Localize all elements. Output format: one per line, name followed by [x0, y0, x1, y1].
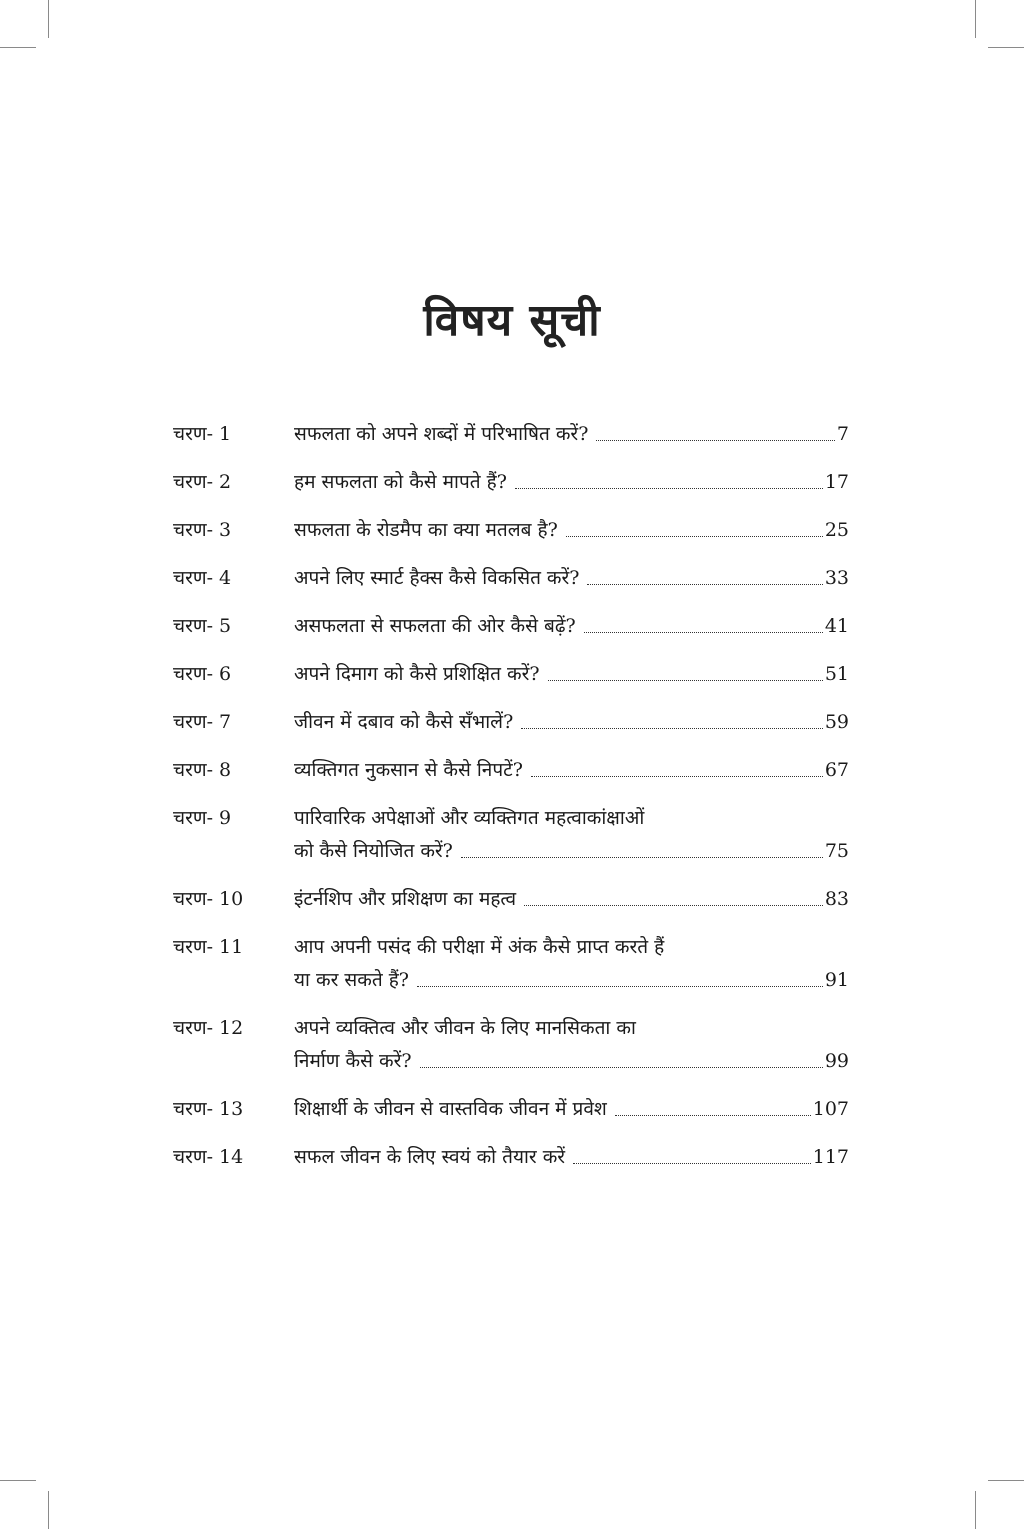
toc-chapter-label: चरण- 8: [173, 759, 232, 781]
toc-entry-title: अपने व्यक्तित्व और जीवन के लिए मानसिकता का: [294, 1017, 636, 1039]
toc-page-number: 75: [824, 840, 849, 862]
toc-page-number: 17: [824, 471, 849, 493]
crop-mark-bottom-left-h: [0, 1480, 36, 1481]
toc-entry[interactable]: [173, 933, 849, 995]
dot-leader: [573, 1162, 811, 1164]
toc-page-number: 59: [824, 711, 849, 733]
toc-entry[interactable]: [173, 660, 849, 689]
dot-leader: [420, 1066, 823, 1068]
crop-mark-bottom-right-h: [988, 1480, 1024, 1481]
dot-leader: [461, 856, 823, 858]
toc-chapter-label: चरण- 1: [173, 423, 232, 445]
toc-entry[interactable]: [173, 612, 849, 641]
toc-chapter-label: चरण- 6: [173, 663, 232, 685]
table-of-contents: [173, 420, 849, 1191]
toc-entry[interactable]: [173, 564, 849, 593]
toc-page-number: 107: [812, 1098, 849, 1120]
toc-entry[interactable]: [173, 420, 849, 449]
toc-chapter-label: चरण- 4: [173, 567, 232, 589]
toc-entry-title: अपने दिमाग को कैसे प्रशिक्षित करें?: [294, 663, 540, 685]
toc-page-number: 51: [824, 663, 849, 685]
dot-leader: [531, 775, 823, 777]
toc-entry-title: सफल जीवन के लिए स्वयं को तैयार करें: [294, 1146, 566, 1168]
toc-entry[interactable]: [173, 1143, 849, 1172]
dot-leader: [584, 631, 823, 633]
toc-page-number: 67: [824, 759, 849, 781]
toc-chapter-label: चरण- 5: [173, 615, 232, 637]
toc-page-number: 33: [824, 567, 849, 589]
toc-entry[interactable]: [173, 756, 849, 785]
toc-page-number: 117: [812, 1146, 849, 1168]
dot-leader: [524, 904, 823, 906]
toc-entry[interactable]: [173, 1014, 849, 1076]
toc-entry-title-continued: या कर सकते हैं?: [294, 969, 409, 991]
toc-chapter-label: चरण- 3: [173, 519, 232, 541]
toc-entry-title: हम सफलता को कैसे मापते हैं?: [294, 471, 507, 493]
toc-chapter-label: चरण- 7: [173, 711, 232, 733]
toc-entry-title: पारिवारिक अपेक्षाओं और व्यक्तिगत महत्वाकांक्षाओं: [294, 807, 645, 829]
dot-leader: [548, 679, 823, 681]
dot-leader: [417, 985, 823, 987]
toc-page-number: 25: [824, 519, 849, 541]
dot-leader: [587, 583, 822, 585]
toc-entry-title: इंटर्नशिप और प्रशिक्षण का महत्व: [294, 888, 517, 910]
crop-mark-top-right-h: [988, 47, 1024, 48]
page-title: विषय सूची: [423, 295, 601, 346]
dot-leader: [521, 727, 823, 729]
toc-chapter-label: चरण- 14: [173, 1146, 244, 1168]
toc-entry-title: सफलता को अपने शब्दों में परिभाषित करें?: [294, 423, 589, 445]
dot-leader: [515, 487, 823, 489]
toc-page-number: 7: [836, 423, 849, 445]
toc-entry[interactable]: [173, 708, 849, 737]
dot-leader: [596, 439, 835, 441]
toc-entry-title-continued: को कैसे नियोजित करें?: [294, 840, 453, 862]
toc-entry[interactable]: [173, 468, 849, 497]
toc-entry-title: आप अपनी पसंद की परीक्षा में अंक कैसे प्राप्त करते हैं: [294, 936, 665, 958]
dot-leader: [566, 535, 823, 537]
toc-chapter-label: चरण- 12: [173, 1017, 244, 1039]
toc-entry-title: जीवन में दबाव को कैसे सँभालें?: [294, 711, 514, 733]
toc-entry-title: अपने लिए स्मार्ट हैक्स कैसे विकसित करें?: [294, 567, 580, 589]
toc-chapter-label: चरण- 2: [173, 471, 232, 493]
toc-entry[interactable]: [173, 885, 849, 914]
crop-mark-top-right-v: [975, 0, 976, 38]
toc-chapter-label: चरण- 11: [173, 936, 244, 958]
toc-entry-title: सफलता के रोडमैप का क्या मतलब है?: [294, 519, 558, 541]
toc-chapter-label: चरण- 13: [173, 1098, 244, 1120]
toc-chapter-label: चरण- 9: [173, 807, 232, 829]
crop-mark-bottom-right-v: [975, 1491, 976, 1529]
toc-page-number: 41: [824, 615, 849, 637]
toc-entry[interactable]: [173, 1095, 849, 1124]
toc-page-number: 91: [824, 969, 849, 991]
toc-page-number: 83: [824, 888, 849, 910]
dot-leader: [615, 1114, 811, 1116]
crop-mark-bottom-left-v: [48, 1491, 49, 1529]
toc-entry[interactable]: [173, 516, 849, 545]
toc-page-number: 99: [824, 1050, 849, 1072]
toc-entry-title: व्यक्तिगत नुकसान से कैसे निपटें?: [294, 759, 523, 781]
crop-mark-top-left-v: [48, 0, 49, 38]
toc-entry[interactable]: [173, 804, 849, 866]
toc-entry-title: शिक्षार्थी के जीवन से वास्तविक जीवन में प्रवेश: [294, 1098, 607, 1120]
toc-entry-title: असफलता से सफलता की ओर कैसे बढ़ें?: [294, 615, 576, 637]
toc-entry-title-continued: निर्माण कैसे करें?: [294, 1050, 412, 1072]
crop-mark-top-left-h: [0, 47, 36, 48]
toc-chapter-label: चरण- 10: [173, 888, 244, 910]
